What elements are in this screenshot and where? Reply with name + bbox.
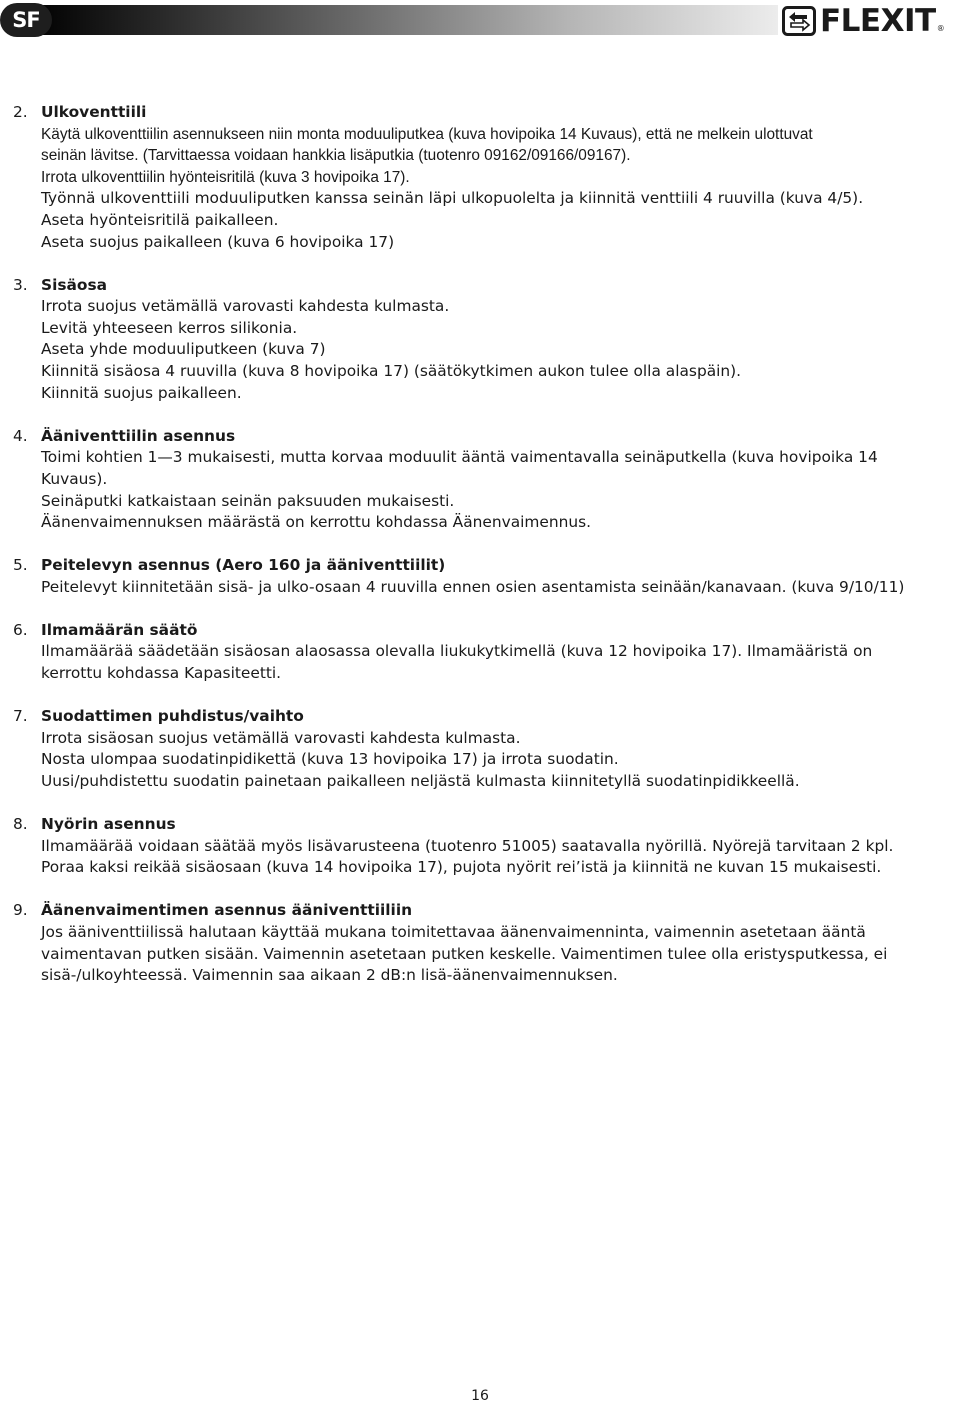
section-number: 2. — [13, 103, 28, 121]
paragraph-line: Levitä yhteeseen kerros silikonia. — [41, 318, 298, 337]
paragraph-line: sisä-/ulkoyhteessä. Vaimennin saa aikaan 2 dB:n lisä-äänenvaimennuksen. — [41, 966, 618, 985]
paragraph-line: Jos ääniventtiilissä halutaan käyttää mukana toimitettavaa äänenvaimenninta, vaimennin asetetaan ääntä — [41, 922, 866, 941]
paragraph-line: Kiinnitä suojus paikalleen. — [41, 383, 242, 402]
section-aaniventtiilin-asennus — [13, 426, 948, 534]
paragraph-line: Poraa kaksi reikää sisäosaan (kuva 14 hovipoika 17), pujota nyörit rei’istä ja kiinnitä ne kuvan 15 mukaisesti. — [41, 858, 882, 877]
section-title: Peitelevyn asennus (Aero 160 ja ääniventtiilit) — [41, 556, 446, 575]
section-number: 6. — [13, 620, 28, 639]
section-number: 5. — [13, 556, 28, 575]
language-badge — [0, 3, 52, 37]
section-number: 9. — [13, 901, 28, 920]
flexit-arrow-logo-icon — [782, 6, 816, 36]
paragraph-line: Käytä ulkoventtiilin asennukseen niin monta moduuliputkea (kuva hovipoika 14 Kuvaus), että ne melkein ulottuvat — [41, 125, 813, 143]
paragraph-line: Uusi/puhdistettu suodatin painetaan paikalleen neljästä kulmasta kiinnitetyllä suodatinpidikkeellä. — [41, 771, 800, 790]
registered-mark: ® — [936, 24, 945, 33]
section-ilmamaaran-saato — [13, 620, 948, 685]
document-body — [13, 102, 948, 1008]
paragraph-line: Ilmamäärää voidaan säätää myös lisävarusteena (tuotenro 51005) saatavalla nyörillä. Nyörejä tarvitaan 2 kpl. — [41, 836, 894, 855]
section-sisaosa — [13, 275, 948, 405]
paragraph-line: Peitelevyt kiinnitetään sisä- ja ulko-osaan 4 ruuvilla ennen osien asentamista seinään/kanavaan. (kuva 9/10/11) — [41, 577, 905, 596]
section-peitelevyn-asennus — [13, 555, 948, 598]
paragraph-line: Työnnä ulkoventtiili moduuliputken kanssa seinän läpi ulkopuolelta ja kiinnitä venttiili 4 ruuvilla (kuva 4/5). — [41, 189, 864, 208]
section-title: Ulkoventtiili — [41, 103, 147, 121]
page-number: 16 — [471, 1388, 489, 1404]
section-ulkoventtiili — [13, 102, 948, 253]
paragraph-line: vaimentavan putken sisään. Vaimennin asetetaan putken keskelle. Vaimentimen tulee olla eristysputkessa, ei — [41, 944, 888, 963]
paragraph-line: Aseta suojus paikalleen (kuva 6 hovipoika 17) — [41, 232, 395, 251]
paragraph-line: Äänenvaimennuksen määrästä on kerrottu kohdassa Äänenvaimennus. — [41, 513, 592, 532]
paragraph-line: Ilmamäärää säädetään sisäosan alaosassa olevalla liukukytkimellä (kuva 12 hovipoika 17). Ilmamääristä on — [41, 642, 873, 661]
paragraph-line: Irrota sisäosan suojus vetämällä varovasti kahdesta kulmasta. — [41, 728, 521, 747]
flexit-logo — [782, 3, 945, 39]
section-title: Sisäosa — [41, 275, 108, 294]
section-number: 4. — [13, 426, 28, 445]
page-header — [0, 0, 960, 42]
paragraph-line: Irrota ulkoventtiilin hyönteisritilä (kuva 3 hovipoika 17). — [41, 168, 410, 186]
language-badge-label: SF — [12, 8, 40, 32]
paragraph-line: kerrottu kohdassa Kapasiteetti. — [41, 664, 282, 683]
paragraph-line: Toimi kohtien 1—3 mukaisesti, mutta korvaa moduulit ääntä vaimentavalla seinäputkella (kuva hovipoika 14 — [41, 448, 878, 467]
paragraph-line: Nosta ulompaa suodatinpidikettä (kuva 13 hovipoika 17) ja irrota suodatin. — [41, 750, 619, 769]
section-number: 7. — [13, 707, 28, 726]
section-suodattimen-puhdistus — [13, 706, 948, 792]
section-nyorin-asennus — [13, 814, 948, 879]
section-number: 8. — [13, 815, 28, 834]
paragraph-line: Kiinnitä sisäosa 4 ruuvilla (kuva 8 hovipoika 17) (säätökytkimen aukon tulee olla alaspäin). — [41, 362, 742, 381]
section-aanenvaimentimen-asennus — [13, 900, 948, 986]
brand-name: FLEXIT — [820, 3, 936, 39]
paragraph-line: seinän lävitse. (Tarvittaessa voidaan hankkia lisäputkia (tuotenro 09162/09166/09167). — [41, 147, 631, 165]
section-number: 3. — [13, 275, 28, 294]
paragraph-line: Aseta yhde moduuliputkeen (kuva 7) — [41, 340, 326, 359]
header-gradient-bar — [30, 5, 778, 35]
section-title: Nyörin asennus — [41, 815, 176, 834]
section-title: Ääniventtiilin asennus — [41, 426, 236, 445]
paragraph-line: Kuvaus). — [41, 469, 108, 488]
paragraph-line: Aseta hyönteisritilä paikalleen. — [41, 210, 279, 229]
section-title: Ilmamäärän säätö — [41, 620, 198, 639]
paragraph-line: Irrota suojus vetämällä varovasti kahdesta kulmasta. — [41, 297, 450, 316]
section-title: Suodattimen puhdistus/vaihto — [41, 707, 304, 726]
section-title: Äänenvaimentimen asennus ääniventtiiliin — [41, 901, 413, 920]
paragraph-line: Seinäputki katkaistaan seinän paksuuden mukaisesti. — [41, 491, 455, 510]
